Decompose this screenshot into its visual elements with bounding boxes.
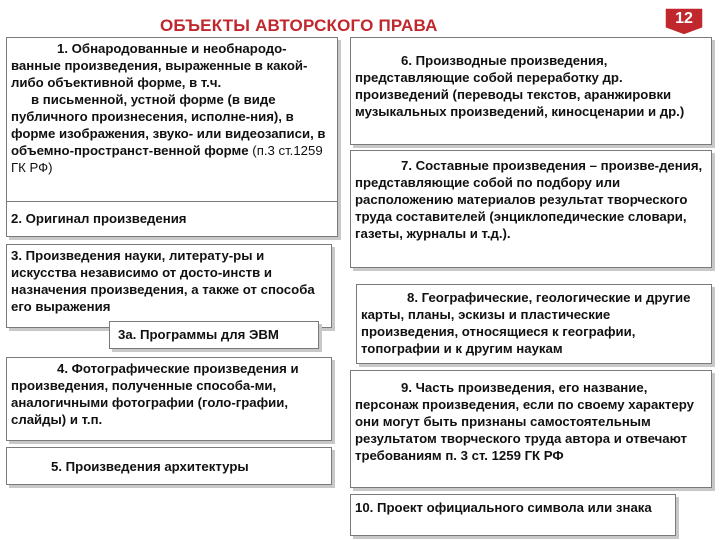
page-number-badge — [663, 6, 705, 36]
box-maps-plans — [356, 284, 712, 364]
box10-text: 10. Проект официального символа или знака — [355, 500, 652, 515]
box8-text: 8. Географические, геологические и другие карты, планы, эскизы и пластические произведения, относящиеся к географии, топографии и к другим наукам — [361, 290, 691, 356]
box-derivative-works — [350, 37, 712, 145]
box-part-of-work — [350, 370, 712, 488]
box1-text-1: 1. Обнародованные и необнародо-ванные произведения, выраженные в какой-либо объективной форме, в т.ч. — [11, 41, 308, 90]
box1-text-2: в письменной, устной форме (в виде публичного произнесения, исполне-ния), в форме изображения, звуко- или видеозаписи, в объемно-пространст-венной форме — [11, 92, 326, 158]
slide-title: ОБЪЕКТЫ АВТОРСКОГО ПРАВА — [160, 16, 438, 35]
box1-legal-ref: (п.3 ст.1259 ГК РФ) — [11, 143, 323, 175]
box3a-text: 3а. Программы для ЭВМ — [118, 327, 279, 342]
box6-text: 6. Производные произведения, представляющие собой переработку др. произведений (переводы текстов, аранжировки музыкальных произведений, киносценарии и др.) — [355, 53, 685, 119]
box-official-symbol — [350, 494, 676, 536]
box-composite-works — [350, 150, 712, 268]
box7-text: 7. Составные произведения – произве-дения, представляющие собой по подбору или расположению материалов результат творческого труда составителей (энциклопедические словари, газеты, журналы и т.д.). — [355, 158, 703, 241]
box4-text: 4. Фотографические произведения и произведения, полученные способа-ми, аналогичными фотографии (голо-графии, слайды) и т.п. — [11, 361, 299, 427]
box5-text: 5. Произведения архитектуры — [51, 459, 249, 474]
box-science-art-works — [6, 244, 332, 328]
page-number: 12 — [675, 10, 693, 27]
box-published-works — [6, 37, 338, 203]
box-computer-programs — [109, 321, 319, 349]
box9-text: 9. Часть произведения, его название, персонаж произведения, если по своему характеру они могут быть признаны самостоятельным результатом творческого труда автора и отвечают требованиям п. 3 ст. 1259 ГК РФ — [355, 380, 694, 463]
box-original-work — [6, 201, 338, 237]
box-architecture — [6, 447, 332, 485]
box2-text: 2. Оригинал произведения — [11, 211, 187, 226]
box3-text: 3. Произведения науки, литерату-ры и искусства независимо от досто-инств и назначения произведения, а также от способа его выражения — [11, 248, 315, 314]
box-photographic-works — [6, 357, 332, 441]
